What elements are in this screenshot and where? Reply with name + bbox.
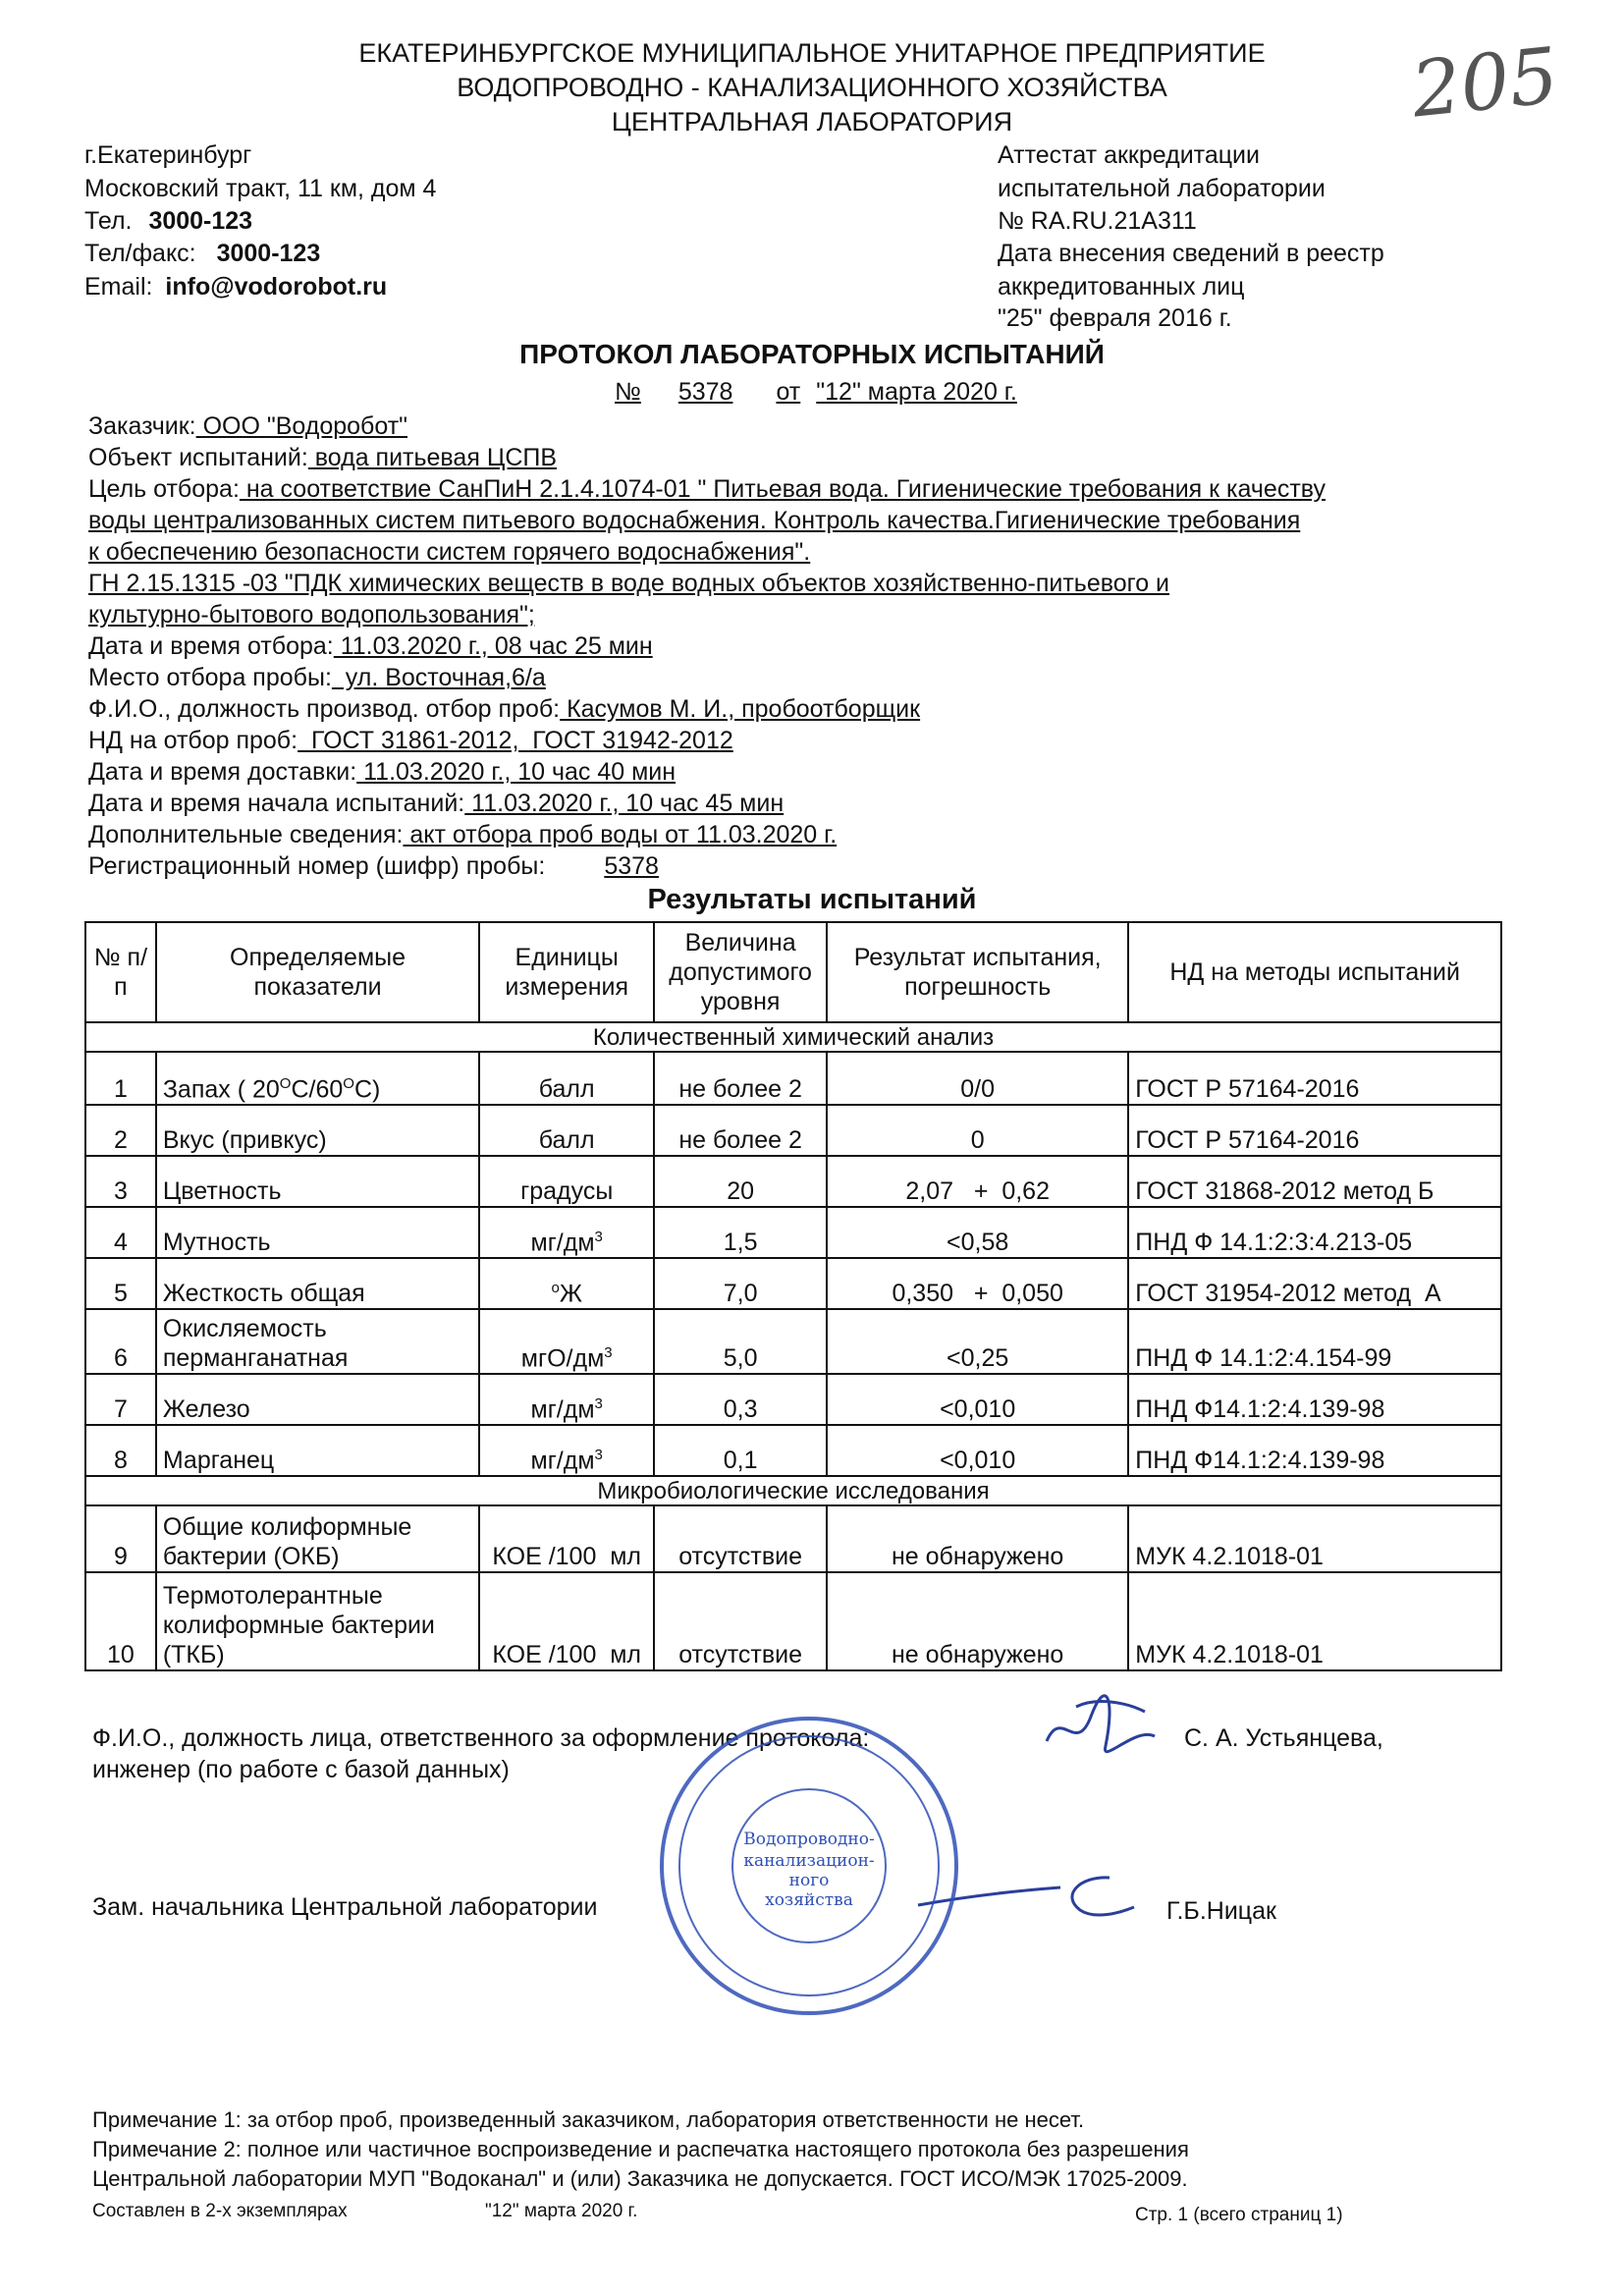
header-result: Результат испытания, погрешность xyxy=(827,922,1128,1022)
cell-unit: $мг/дм^3$ xyxy=(479,1425,654,1476)
table-header-row xyxy=(85,922,1501,1022)
protocol-number: 5378 xyxy=(677,378,733,406)
address-street: Московский тракт, 11 км, дом 4 xyxy=(84,175,437,202)
section-row-micro xyxy=(85,1476,1501,1505)
svg-text:хозяйства: хозяйства xyxy=(765,1890,853,1910)
cell-indicator: Термотолерантные колиформные бактерии (ТКБ) xyxy=(156,1572,479,1670)
cell-num: 10 xyxy=(85,1572,156,1670)
cell-limit: 0,3 xyxy=(654,1374,827,1425)
cell-limit: отсутствие xyxy=(654,1505,827,1572)
purpose-line5: культурно-бытового водопользования"; xyxy=(88,601,535,629)
table-row xyxy=(85,1309,1501,1374)
table-row xyxy=(85,1207,1501,1258)
cell-unit: $мг/дм^3$ xyxy=(479,1207,654,1258)
table-row xyxy=(85,1425,1501,1476)
cell-result: не обнаружено xyxy=(827,1505,1128,1572)
header-num: № п/п xyxy=(85,922,156,1022)
place-label: Место отбора пробы: xyxy=(88,664,332,691)
field-place xyxy=(88,662,546,693)
org-name-line2: ВОДОПРОВОДНО - КАНАЛИЗАЦИОННОГО ХОЗЯЙСТВА xyxy=(457,73,1167,102)
deputy-title: Зам. начальника Центральной лаборатории xyxy=(92,1893,598,1921)
cell-unit: мгО/$дм^3$ xyxy=(479,1309,654,1374)
extra-label: Дополнительные сведения: xyxy=(88,821,404,848)
field-sample-datetime xyxy=(88,630,653,662)
field-sampler xyxy=(88,693,920,725)
cell-unit: градусы xyxy=(479,1156,654,1207)
cell-result: 0,350 + 0,050 xyxy=(827,1258,1128,1309)
svg-text:Водопроводно-: Водопроводно- xyxy=(743,1830,875,1849)
address-tel xyxy=(84,205,252,237)
signature-ustyantseva xyxy=(1037,1687,1164,1776)
protocol-date: "12" марта 2020 г. xyxy=(816,378,1017,406)
sample-datetime-value: 11.03.2020 г., 08 час 25 мин xyxy=(333,632,653,660)
email-value: info@vodorobot.ru xyxy=(165,273,388,301)
address-email xyxy=(84,271,387,302)
note-1: Примечание 1: за отбор проб, произведенный заказчиком, лаборатория ответственности не несет. xyxy=(92,2107,1085,2132)
accreditation-line1: Аттестат аккредитации xyxy=(998,141,1260,169)
cell-method: ГОСТ Р 57164-2016 xyxy=(1128,1052,1501,1105)
copies-date: "12" марта 2020 г. xyxy=(485,2201,638,2221)
cell-indicator: Марганец xyxy=(156,1425,479,1476)
cell-unit: $^о$Ж xyxy=(479,1258,654,1309)
protocol-number-label: № xyxy=(615,378,641,406)
cell-limit: не более 2 xyxy=(654,1052,827,1105)
cell-unit: КОЕ /100 мл xyxy=(479,1505,654,1572)
official-stamp-seal xyxy=(652,1709,966,2023)
cell-limit: не более 2 xyxy=(654,1105,827,1156)
delivery-value: 11.03.2020 г., 10 час 40 мин xyxy=(356,758,677,786)
cell-result: <0,010 xyxy=(827,1374,1128,1425)
cell-indicator: Общие колиформные бактерии (ОКБ) xyxy=(156,1505,479,1572)
test-start-value: 11.03.2020 г., 10 час 45 мин xyxy=(464,790,785,817)
field-test-start xyxy=(88,788,784,819)
table-row xyxy=(85,1258,1501,1309)
delivery-label: Дата и время доставки: xyxy=(88,758,357,786)
cell-method: МУК 4.2.1018-01 xyxy=(1128,1505,1501,1572)
protocol-date-label: от xyxy=(776,378,801,406)
purpose-line1: на соответствие СанПиН 2.1.4.1074-01 " Питьевая вода. Гигиенические требования к качеству xyxy=(239,475,1326,503)
purpose-line2: воды централизованных систем питьевого водоснабжения. Контроль качества.Гигиенические требования xyxy=(88,507,1301,534)
results-title: Результаты испытаний xyxy=(647,884,977,915)
cell-num: 9 xyxy=(85,1505,156,1572)
purpose-line4: ГН 2.15.1315 -03 "ПДК химических веществ в воде водных объектов хозяйственно-питьевого и xyxy=(88,570,1170,597)
field-delivery xyxy=(88,756,676,788)
cell-indicator: Мутность xyxy=(156,1207,479,1258)
org-name-line3: ЦЕНТРАЛЬНАЯ ЛАБОРАТОРИЯ xyxy=(611,107,1013,137)
cell-num: 1 xyxy=(85,1052,156,1105)
purpose-label: Цель отбора: xyxy=(88,475,240,503)
cell-result: не обнаружено xyxy=(827,1572,1128,1670)
table-row xyxy=(85,1505,1501,1572)
page-number: Стр. 1 (всего страниц 1) xyxy=(1135,2205,1343,2225)
note-2: Примечание 2: полное или частичное воспроизведение и распечатка настоящего протокола без разрешения xyxy=(92,2137,1189,2161)
cell-unit: балл xyxy=(479,1105,654,1156)
tel-value: 3000-123 xyxy=(148,207,253,235)
responsible-line2: инженер (по работе с базой данных) xyxy=(92,1756,510,1783)
cell-indicator: Запах ( $20^ОС/60^ОС$) xyxy=(156,1052,479,1105)
cell-limit: 5,0 xyxy=(654,1309,827,1374)
cell-unit: $мг/дм^3$ xyxy=(479,1374,654,1425)
reg-value: 5378 xyxy=(604,852,659,880)
field-purpose xyxy=(88,473,1326,505)
cell-method: ГОСТ 31954-2012 метод А xyxy=(1128,1258,1501,1309)
cell-num: 8 xyxy=(85,1425,156,1476)
section-row-chem xyxy=(85,1022,1501,1052)
cell-indicator: Жесткость общая xyxy=(156,1258,479,1309)
header-indicator: Определяемые показатели xyxy=(156,922,479,1022)
accreditation-line3: № RA.RU.21A311 xyxy=(998,207,1197,235)
cell-num: 5 xyxy=(85,1258,156,1309)
svg-text:канализацион-: канализацион- xyxy=(743,1851,875,1871)
handwritten-page-number: 205 xyxy=(1407,31,1563,136)
cell-method: МУК 4.2.1018-01 xyxy=(1128,1572,1501,1670)
cell-limit: 1,5 xyxy=(654,1207,827,1258)
field-object xyxy=(88,442,557,473)
cell-num: 4 xyxy=(85,1207,156,1258)
org-name-line1: ЕКАТЕРИНБУРГСКОЕ МУНИЦИПАЛЬНОЕ УНИТАРНОЕ ПРЕДПРИЯТИЕ xyxy=(358,38,1266,68)
protocol-title: ПРОТОКОЛ ЛАБОРАТОРНЫХ ИСПЫТАНИЙ xyxy=(519,339,1105,369)
section-micro: Микробиологические исследования xyxy=(85,1476,1501,1505)
test-start-label: Дата и время начала испытаний: xyxy=(88,790,465,817)
address-fax xyxy=(84,238,320,269)
cell-unit: КОЕ /100 мл xyxy=(479,1572,654,1670)
nd-value: ГОСТ 31861-2012, ГОСТ 31942-2012 xyxy=(298,727,733,754)
table-row xyxy=(85,1156,1501,1207)
deputy-name: Г.Б.Ницак xyxy=(1166,1897,1276,1925)
cell-result: <0,010 xyxy=(827,1425,1128,1476)
cell-method: ПНД Ф 14.1:2:4.154-99 xyxy=(1128,1309,1501,1374)
address-city: г.Екатеринбург xyxy=(84,141,252,169)
sample-datetime-label: Дата и время отбора: xyxy=(88,632,334,660)
cell-result: <0,58 xyxy=(827,1207,1128,1258)
object-value: вода питьевая ЦСПВ xyxy=(307,444,558,471)
customer-value: ООО "Водоробот" xyxy=(195,412,408,440)
accreditation-line4: Дата внесения сведений в реестр xyxy=(998,240,1384,267)
fax-value: 3000-123 xyxy=(216,240,321,267)
cell-limit: 0,1 xyxy=(654,1425,827,1476)
cell-indicator: Вкус (привкус) xyxy=(156,1105,479,1156)
field-nd xyxy=(88,725,733,756)
protocol-number-line xyxy=(615,376,1017,408)
reg-label: Регистрационный номер (шифр) пробы: xyxy=(88,852,546,880)
table-row xyxy=(85,1572,1501,1670)
place-value: ул. Восточная,6/а xyxy=(331,664,546,691)
customer-label: Заказчик: xyxy=(88,412,196,440)
object-label: Объект испытаний: xyxy=(88,444,308,471)
cell-limit: 7,0 xyxy=(654,1258,827,1309)
accreditation-line2: испытательной лаборатории xyxy=(998,175,1326,202)
note-3: Центральной лаборатории МУП "Водоканал" и (или) Заказчика не допускается. ГОСТ ИСО/МЭК 17025-2009. xyxy=(92,2166,1188,2191)
responsible-line1: Ф.И.О., должность лица, ответственного за оформление протокола: xyxy=(92,1724,870,1752)
tel-label: Тел. xyxy=(84,207,133,235)
table-row xyxy=(85,1052,1501,1105)
purpose-line3: к обеспечению безопасности систем горячего водоснабжения". xyxy=(88,538,811,566)
copies-note: Составлен в 2-х экземплярах xyxy=(92,2201,348,2221)
cell-limit: 20 xyxy=(654,1156,827,1207)
sampler-label: Ф.И.О., должность производ. отбор проб: xyxy=(88,695,561,723)
cell-indicator: Цветность xyxy=(156,1156,479,1207)
cell-num: 3 xyxy=(85,1156,156,1207)
cell-result: 0/0 xyxy=(827,1052,1128,1105)
cell-unit: балл xyxy=(479,1052,654,1105)
fax-label: Тел/факс: xyxy=(84,240,196,267)
svg-text:ного: ного xyxy=(788,1871,830,1890)
cell-limit: отсутствие xyxy=(654,1572,827,1670)
section-chem: Количественный химический анализ xyxy=(85,1022,1501,1052)
table-row xyxy=(85,1374,1501,1425)
cell-num: 7 xyxy=(85,1374,156,1425)
cell-indicator: Окисляемость перманганатная xyxy=(156,1309,479,1374)
header-limit: Величина допустимого уровня xyxy=(654,922,827,1022)
field-customer xyxy=(88,410,407,442)
cell-result: <0,25 xyxy=(827,1309,1128,1374)
cell-method: ПНД Ф14.1:2:4.139-98 xyxy=(1128,1374,1501,1425)
cell-method: ПНД Ф 14.1:2:3:4.213-05 xyxy=(1128,1207,1501,1258)
cell-method: ГОСТ Р 57164-2016 xyxy=(1128,1105,1501,1156)
cell-method: ГОСТ 31868-2012 метод Б xyxy=(1128,1156,1501,1207)
cell-num: 2 xyxy=(85,1105,156,1156)
email-label: Email: xyxy=(84,273,153,301)
cell-indicator: Железо xyxy=(156,1374,479,1425)
field-extra xyxy=(88,819,837,850)
cell-num: 6 xyxy=(85,1309,156,1374)
extra-value: акт отбора проб воды от 11.03.2020 г. xyxy=(403,821,838,848)
accreditation-line6: "25" февраля 2016 г. xyxy=(998,304,1232,332)
cell-result: 2,07 + 0,62 xyxy=(827,1156,1128,1207)
cell-result: 0 xyxy=(827,1105,1128,1156)
field-reg-number xyxy=(88,850,659,882)
responsible-name: С. А. Устьянцева, xyxy=(1184,1724,1383,1752)
accreditation-line5: аккредитованных лиц xyxy=(998,273,1245,301)
header-unit: Единицы измерения xyxy=(479,922,654,1022)
nd-label: НД на отбор проб: xyxy=(88,727,298,754)
table-row xyxy=(85,1105,1501,1156)
sampler-value: Касумов М. И., пробоотборщик xyxy=(560,695,921,723)
header-method: НД на методы испытаний xyxy=(1128,922,1501,1022)
results-table xyxy=(84,921,1502,1671)
cell-method: ПНД Ф14.1:2:4.139-98 xyxy=(1128,1425,1501,1476)
